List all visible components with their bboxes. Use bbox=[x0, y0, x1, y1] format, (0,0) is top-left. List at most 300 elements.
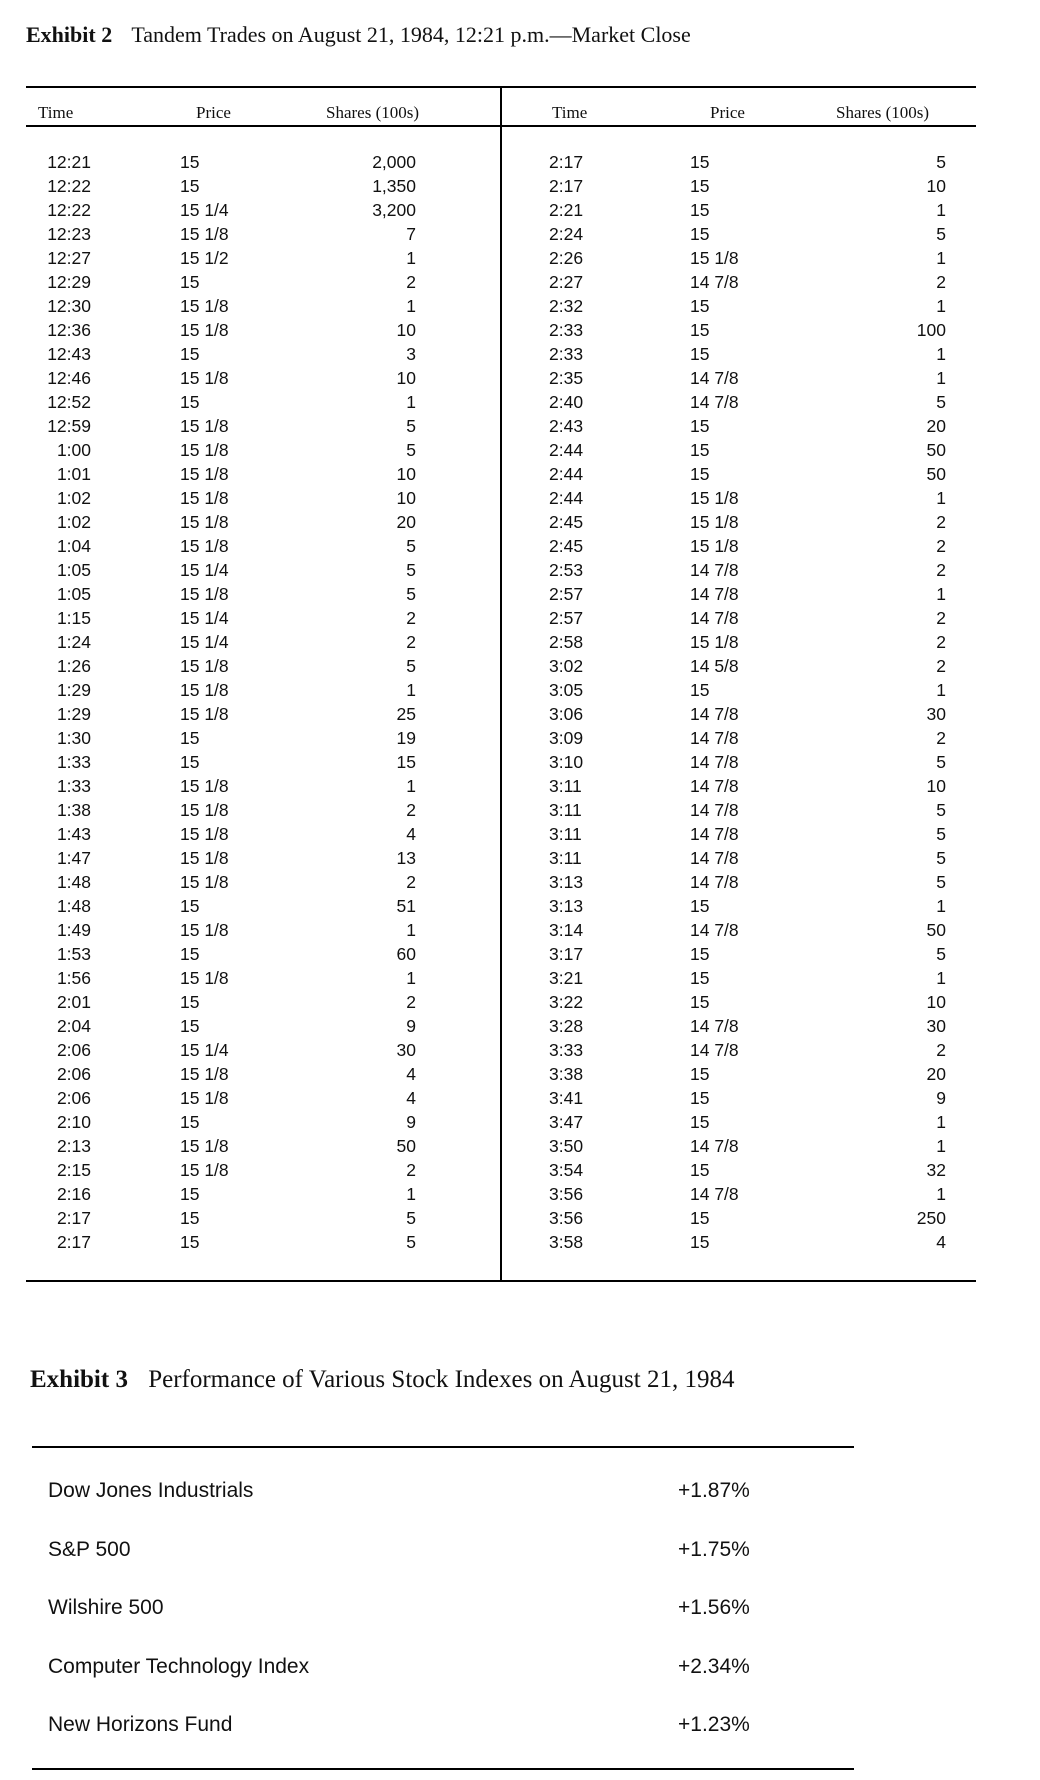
right-trade-shares: 1 bbox=[936, 296, 946, 316]
index-performance-table bbox=[32, 1446, 854, 1770]
left-trade-time: 12:43 bbox=[47, 344, 91, 364]
index-name: S&P 500 bbox=[48, 1538, 131, 1561]
right-trade-time: 2:17 bbox=[549, 152, 584, 172]
right-trade-shares: 20 bbox=[926, 416, 946, 436]
right-trade-price: 14 7/8 bbox=[690, 752, 739, 772]
left-trade-time: 1:29 bbox=[56, 704, 91, 724]
right-trade-time: 2:45 bbox=[549, 512, 584, 532]
left-trade-shares: 10 bbox=[396, 488, 416, 508]
exhibit3-title: Performance of Various Stock Indexes on August 21, 1984 bbox=[148, 1366, 735, 1393]
left-trade-time: 1:05 bbox=[56, 560, 91, 580]
right-trade-shares: 100 bbox=[916, 320, 946, 340]
left-trade-shares: 5 bbox=[406, 560, 416, 580]
right-trade-time: 3:47 bbox=[549, 1112, 584, 1132]
header-price-left: Price bbox=[196, 103, 231, 122]
right-trade-shares: 2 bbox=[936, 728, 946, 748]
right-trade-price: 14 7/8 bbox=[690, 272, 739, 292]
left-trade-shares: 1 bbox=[406, 968, 416, 988]
right-trade-time: 3:56 bbox=[549, 1208, 584, 1228]
left-trade-price: 15 1/2 bbox=[180, 248, 229, 268]
right-trade-price: 15 1/8 bbox=[690, 536, 739, 556]
left-trade-shares: 2 bbox=[406, 1160, 416, 1180]
left-trade-price: 15 1/8 bbox=[180, 968, 229, 988]
right-trade-shares: 2 bbox=[936, 272, 946, 292]
left-trade-shares: 60 bbox=[396, 944, 416, 964]
right-trade-price: 14 7/8 bbox=[690, 824, 739, 844]
left-trade-shares: 2 bbox=[406, 608, 416, 628]
left-trade-shares: 4 bbox=[406, 1064, 416, 1084]
right-trade-shares: 32 bbox=[926, 1160, 946, 1180]
right-trade-shares: 2 bbox=[936, 560, 946, 580]
right-trade-shares: 5 bbox=[936, 848, 946, 868]
left-trade-time: 1:05 bbox=[56, 584, 91, 604]
left-trade-price: 15 1/8 bbox=[180, 512, 229, 532]
left-trade-shares: 25 bbox=[396, 704, 416, 724]
right-trade-shares: 1 bbox=[936, 968, 946, 988]
right-trade-price: 15 bbox=[690, 176, 710, 196]
right-trade-price: 14 7/8 bbox=[690, 368, 739, 388]
left-trade-shares: 2 bbox=[406, 800, 416, 820]
right-trade-price: 15 bbox=[690, 944, 710, 964]
right-trade-time: 2:33 bbox=[549, 320, 584, 340]
right-trade-price: 14 7/8 bbox=[690, 728, 739, 748]
right-trade-shares: 2 bbox=[936, 656, 946, 676]
left-trade-time: 12:22 bbox=[47, 176, 91, 196]
left-shares-column bbox=[316, 150, 416, 1254]
right-trade-shares: 1 bbox=[936, 344, 946, 364]
left-trade-time: 2:16 bbox=[56, 1184, 91, 1204]
perf-row bbox=[32, 1593, 854, 1623]
perf-bottom-rule bbox=[32, 1768, 854, 1770]
right-trade-price: 15 bbox=[690, 992, 710, 1012]
right-trade-shares: 30 bbox=[926, 704, 946, 724]
left-trade-time: 1:04 bbox=[56, 536, 91, 556]
left-trade-price: 15 bbox=[180, 344, 200, 364]
left-trade-price: 15 1/8 bbox=[180, 536, 229, 556]
left-trade-shares: 5 bbox=[406, 536, 416, 556]
left-trade-shares: 30 bbox=[396, 1040, 416, 1060]
left-trade-shares: 2 bbox=[406, 632, 416, 652]
left-trade-price: 15 bbox=[180, 896, 200, 916]
left-trade-price: 15 1/8 bbox=[180, 848, 229, 868]
exhibit3-label: Exhibit 3 bbox=[30, 1366, 128, 1393]
left-trade-price: 15 1/8 bbox=[180, 776, 229, 796]
right-trade-price: 14 7/8 bbox=[690, 920, 739, 940]
right-trade-shares: 50 bbox=[926, 440, 946, 460]
right-trade-shares: 1 bbox=[936, 248, 946, 268]
right-trade-price: 14 7/8 bbox=[690, 848, 739, 868]
right-trade-time: 3:13 bbox=[549, 872, 584, 892]
left-trade-time: 2:06 bbox=[56, 1088, 91, 1108]
left-trade-time: 2:13 bbox=[56, 1136, 91, 1156]
left-trade-price: 15 1/4 bbox=[180, 200, 229, 220]
right-trade-price: 15 bbox=[690, 152, 710, 172]
right-trade-time: 3:41 bbox=[549, 1088, 584, 1108]
right-trade-time: 3:38 bbox=[549, 1064, 584, 1084]
exhibit2-label: Exhibit 2 bbox=[26, 22, 113, 47]
right-trade-price: 15 bbox=[690, 1088, 710, 1108]
left-trade-time: 12:23 bbox=[47, 224, 91, 244]
right-trade-time: 3:14 bbox=[549, 920, 584, 940]
right-trade-price: 15 bbox=[690, 1064, 710, 1084]
left-trade-shares: 9 bbox=[406, 1016, 416, 1036]
left-trade-shares: 19 bbox=[396, 728, 416, 748]
right-trade-time: 3:56 bbox=[549, 1184, 584, 1204]
right-time-column bbox=[549, 150, 614, 1254]
right-trade-shares: 10 bbox=[926, 776, 946, 796]
left-trade-time: 1:47 bbox=[56, 848, 91, 868]
left-trade-shares: 10 bbox=[396, 464, 416, 484]
right-trade-price: 15 bbox=[690, 224, 710, 244]
right-trade-time: 3:13 bbox=[549, 896, 584, 916]
left-trade-time: 12:22 bbox=[47, 200, 91, 220]
left-trade-price: 15 bbox=[180, 152, 200, 172]
right-trade-time: 2:44 bbox=[549, 488, 584, 508]
right-trade-shares: 4 bbox=[936, 1232, 946, 1252]
perf-top-rule bbox=[32, 1446, 854, 1448]
right-trade-time: 2:27 bbox=[549, 272, 584, 292]
left-trade-price: 15 1/8 bbox=[180, 704, 229, 724]
left-trade-shares: 4 bbox=[406, 824, 416, 844]
right-trade-shares: 1 bbox=[936, 1136, 946, 1156]
left-trade-time: 1:56 bbox=[56, 968, 91, 988]
left-trade-shares: 2,000 bbox=[372, 152, 416, 172]
right-trade-time: 2:58 bbox=[549, 632, 584, 652]
left-trade-shares: 20 bbox=[396, 512, 416, 532]
left-trade-time: 1:01 bbox=[56, 464, 91, 484]
left-trade-shares: 9 bbox=[406, 1112, 416, 1132]
left-trade-price: 15 1/4 bbox=[180, 1040, 229, 1060]
left-time-column bbox=[26, 150, 91, 1254]
left-trade-price: 15 bbox=[180, 392, 200, 412]
left-trade-price: 15 1/8 bbox=[180, 224, 229, 244]
right-trade-shares: 1 bbox=[936, 368, 946, 388]
header-time-right: Time bbox=[552, 103, 588, 122]
right-trade-shares: 5 bbox=[936, 872, 946, 892]
right-trade-price: 14 7/8 bbox=[690, 560, 739, 580]
right-trade-shares: 5 bbox=[936, 152, 946, 172]
left-trade-shares: 10 bbox=[396, 368, 416, 388]
left-trade-time: 1:33 bbox=[56, 752, 91, 772]
right-trade-time: 2:57 bbox=[549, 608, 584, 628]
index-change: +1.23% bbox=[678, 1713, 750, 1736]
right-trade-time: 3:33 bbox=[549, 1040, 584, 1060]
left-price-column bbox=[180, 150, 280, 1254]
left-trade-shares: 1 bbox=[406, 392, 416, 412]
left-trade-time: 2:01 bbox=[56, 992, 91, 1012]
right-trade-shares: 1 bbox=[936, 488, 946, 508]
left-trade-shares: 2 bbox=[406, 992, 416, 1012]
left-trade-price: 15 1/8 bbox=[180, 1064, 229, 1084]
left-trade-price: 15 1/8 bbox=[180, 416, 229, 436]
left-trade-price: 15 1/8 bbox=[180, 584, 229, 604]
left-trade-shares: 5 bbox=[406, 584, 416, 604]
left-trade-price: 15 1/8 bbox=[180, 440, 229, 460]
left-trade-shares: 1 bbox=[406, 1184, 416, 1204]
right-trade-price: 15 bbox=[690, 1232, 710, 1252]
right-trade-time: 2:40 bbox=[549, 392, 584, 412]
right-trade-price: 14 7/8 bbox=[690, 1016, 739, 1036]
right-trade-shares: 10 bbox=[926, 176, 946, 196]
right-trade-time: 3:02 bbox=[549, 656, 584, 676]
trades-table bbox=[26, 86, 976, 1282]
left-trade-time: 2:04 bbox=[56, 1016, 91, 1036]
perf-row bbox=[32, 1710, 854, 1740]
right-trade-shares: 2 bbox=[936, 1040, 946, 1060]
right-trade-price: 15 bbox=[690, 1112, 710, 1132]
left-trade-time: 12:21 bbox=[47, 152, 91, 172]
left-trade-shares: 1 bbox=[406, 248, 416, 268]
right-trade-price: 14 7/8 bbox=[690, 392, 739, 412]
left-trade-shares: 1 bbox=[406, 296, 416, 316]
left-trade-time: 1:30 bbox=[56, 728, 91, 748]
left-trade-price: 15 1/4 bbox=[180, 560, 229, 580]
left-trade-price: 15 bbox=[180, 1184, 200, 1204]
left-trade-shares: 1 bbox=[406, 776, 416, 796]
header-time-left: Time bbox=[38, 103, 74, 122]
right-trade-shares: 5 bbox=[936, 944, 946, 964]
exhibit3-heading bbox=[30, 1366, 734, 1394]
right-trade-price: 15 bbox=[690, 320, 710, 340]
right-trade-price: 14 7/8 bbox=[690, 776, 739, 796]
left-trade-price: 15 bbox=[180, 1232, 200, 1252]
right-trade-shares: 10 bbox=[926, 992, 946, 1012]
right-trade-price: 14 7/8 bbox=[690, 584, 739, 604]
right-trade-time: 3:54 bbox=[549, 1160, 584, 1180]
left-trade-price: 15 1/8 bbox=[180, 800, 229, 820]
right-trade-shares: 30 bbox=[926, 1016, 946, 1036]
right-trade-shares: 1 bbox=[936, 200, 946, 220]
right-trade-price: 14 5/8 bbox=[690, 656, 739, 676]
right-trade-shares: 2 bbox=[936, 512, 946, 532]
index-name: Computer Technology Index bbox=[48, 1655, 310, 1678]
left-trade-time: 2:17 bbox=[56, 1232, 91, 1252]
left-trade-price: 15 bbox=[180, 752, 200, 772]
left-trade-shares: 3,200 bbox=[372, 200, 416, 220]
left-trade-price: 15 1/8 bbox=[180, 824, 229, 844]
index-change: +2.34% bbox=[678, 1655, 750, 1678]
right-trade-shares: 5 bbox=[936, 800, 946, 820]
left-trade-shares: 15 bbox=[396, 752, 416, 772]
right-trade-shares: 2 bbox=[936, 632, 946, 652]
left-trade-time: 12:29 bbox=[47, 272, 91, 292]
left-trade-price: 15 1/8 bbox=[180, 368, 229, 388]
left-trade-shares: 5 bbox=[406, 656, 416, 676]
left-trade-time: 12:30 bbox=[47, 296, 91, 316]
right-trade-time: 2:45 bbox=[549, 536, 584, 556]
right-trade-price: 15 bbox=[690, 200, 710, 220]
index-change: +1.87% bbox=[678, 1479, 750, 1502]
right-trade-time: 2:26 bbox=[549, 248, 584, 268]
right-trade-price: 14 7/8 bbox=[690, 800, 739, 820]
right-trade-shares: 250 bbox=[916, 1208, 946, 1228]
left-trade-shares: 1,350 bbox=[372, 176, 416, 196]
right-trade-shares: 5 bbox=[936, 392, 946, 412]
right-trade-time: 3:11 bbox=[549, 824, 582, 844]
left-trade-shares: 5 bbox=[406, 440, 416, 460]
left-trade-price: 15 1/4 bbox=[180, 632, 229, 652]
index-change: +1.75% bbox=[678, 1538, 750, 1561]
left-trade-time: 1:43 bbox=[56, 824, 91, 844]
left-trade-time: 2:06 bbox=[56, 1040, 91, 1060]
left-trade-time: 1:53 bbox=[56, 944, 91, 964]
right-trade-shares: 1 bbox=[936, 1184, 946, 1204]
right-trade-shares: 20 bbox=[926, 1064, 946, 1084]
left-trade-time: 2:06 bbox=[56, 1064, 91, 1084]
left-trade-price: 15 1/8 bbox=[180, 464, 229, 484]
perf-row bbox=[32, 1652, 854, 1682]
right-trade-time: 2:32 bbox=[549, 296, 584, 316]
right-trade-time: 3:50 bbox=[549, 1136, 584, 1156]
perf-row bbox=[32, 1476, 854, 1506]
right-trade-time: 2:43 bbox=[549, 416, 584, 436]
left-trade-price: 15 1/8 bbox=[180, 920, 229, 940]
left-trade-time: 2:17 bbox=[56, 1208, 91, 1228]
left-trade-shares: 51 bbox=[396, 896, 416, 916]
left-trade-shares: 7 bbox=[406, 224, 416, 244]
right-trade-time: 3:17 bbox=[549, 944, 584, 964]
left-trade-shares: 1 bbox=[406, 680, 416, 700]
left-trade-price: 15 1/4 bbox=[180, 608, 229, 628]
left-trade-price: 15 1/8 bbox=[180, 656, 229, 676]
left-trade-price: 15 bbox=[180, 992, 200, 1012]
left-trade-price: 15 bbox=[180, 944, 200, 964]
right-trade-price: 15 bbox=[690, 440, 710, 460]
right-trade-shares: 1 bbox=[936, 896, 946, 916]
left-trade-shares: 3 bbox=[406, 344, 416, 364]
header-price-right: Price bbox=[710, 103, 745, 122]
left-trade-time: 1:02 bbox=[56, 488, 91, 508]
right-trade-time: 3:22 bbox=[549, 992, 584, 1012]
index-name: Dow Jones Industrials bbox=[48, 1479, 254, 1502]
right-trade-time: 3:11 bbox=[549, 848, 582, 868]
left-trade-price: 15 1/8 bbox=[180, 872, 229, 892]
right-trade-time: 3:58 bbox=[549, 1232, 584, 1252]
left-trade-time: 12:27 bbox=[47, 248, 91, 268]
left-trade-shares: 2 bbox=[406, 272, 416, 292]
right-trade-time: 2:17 bbox=[549, 176, 584, 196]
right-trade-price: 15 bbox=[690, 416, 710, 436]
left-trade-shares: 2 bbox=[406, 872, 416, 892]
right-trade-price: 15 bbox=[690, 896, 710, 916]
right-trade-price: 14 7/8 bbox=[690, 1184, 739, 1204]
right-trade-price: 15 bbox=[690, 1208, 710, 1228]
right-trade-price: 14 7/8 bbox=[690, 1136, 739, 1156]
right-trade-shares: 1 bbox=[936, 1112, 946, 1132]
left-trade-time: 1:02 bbox=[56, 512, 91, 532]
right-trade-price: 15 bbox=[690, 680, 710, 700]
right-trade-price: 15 1/8 bbox=[690, 632, 739, 652]
right-price-column bbox=[690, 150, 790, 1254]
exhibit2-title: Tandem Trades on August 21, 1984, 12:21 p.m.—Market Close bbox=[131, 22, 691, 47]
left-trade-price: 15 bbox=[180, 1016, 200, 1036]
left-trade-price: 15 bbox=[180, 1112, 200, 1132]
index-name: Wilshire 500 bbox=[48, 1596, 164, 1619]
left-trade-price: 15 bbox=[180, 272, 200, 292]
right-trade-price: 15 1/8 bbox=[690, 488, 739, 508]
header-shares-left: Shares (100s) bbox=[326, 103, 420, 122]
table-divider bbox=[500, 86, 502, 1282]
right-shares-column bbox=[846, 150, 946, 1254]
right-trade-time: 2:35 bbox=[549, 368, 584, 388]
right-trade-price: 15 bbox=[690, 968, 710, 988]
left-trade-time: 1:26 bbox=[56, 656, 91, 676]
left-trade-time: 1:49 bbox=[56, 920, 91, 940]
left-trade-time: 1:29 bbox=[56, 680, 91, 700]
left-trade-price: 15 1/8 bbox=[180, 680, 229, 700]
left-trade-shares: 1 bbox=[406, 920, 416, 940]
left-trade-shares: 5 bbox=[406, 416, 416, 436]
right-trade-time: 2:33 bbox=[549, 344, 584, 364]
left-trade-time: 1:00 bbox=[56, 440, 91, 460]
right-trade-time: 3:05 bbox=[549, 680, 584, 700]
right-trade-time: 3:10 bbox=[549, 752, 584, 772]
left-trade-price: 15 1/8 bbox=[180, 1136, 229, 1156]
left-trade-time: 2:10 bbox=[56, 1112, 91, 1132]
right-trade-time: 2:24 bbox=[549, 224, 584, 244]
right-trade-price: 15 1/8 bbox=[690, 248, 739, 268]
left-trade-price: 15 1/8 bbox=[180, 296, 229, 316]
left-trade-shares: 13 bbox=[396, 848, 416, 868]
left-trade-price: 15 1/8 bbox=[180, 1088, 229, 1108]
left-trade-time: 1:48 bbox=[56, 896, 91, 916]
left-trade-price: 15 1/8 bbox=[180, 320, 229, 340]
index-name: New Horizons Fund bbox=[48, 1713, 233, 1736]
right-trade-time: 3:06 bbox=[549, 704, 584, 724]
left-trade-time: 12:52 bbox=[47, 392, 91, 412]
left-trade-shares: 5 bbox=[406, 1232, 416, 1252]
left-trade-price: 15 bbox=[180, 176, 200, 196]
left-trade-price: 15 bbox=[180, 728, 200, 748]
perf-row bbox=[32, 1535, 854, 1565]
right-trade-price: 14 7/8 bbox=[690, 872, 739, 892]
right-trade-time: 2:57 bbox=[549, 584, 584, 604]
right-trade-price: 14 7/8 bbox=[690, 608, 739, 628]
header-shares-right: Shares (100s) bbox=[836, 103, 930, 122]
right-trade-shares: 1 bbox=[936, 584, 946, 604]
left-trade-time: 1:48 bbox=[56, 872, 91, 892]
left-trade-price: 15 1/8 bbox=[180, 488, 229, 508]
right-trade-price: 15 bbox=[690, 296, 710, 316]
right-trade-time: 3:11 bbox=[549, 776, 582, 796]
right-trade-time: 3:11 bbox=[549, 800, 582, 820]
left-trade-time: 12:59 bbox=[47, 416, 91, 436]
left-trade-shares: 10 bbox=[396, 320, 416, 340]
right-trade-time: 2:21 bbox=[549, 200, 584, 220]
left-trade-shares: 50 bbox=[396, 1136, 416, 1156]
left-trade-price: 15 bbox=[180, 1208, 200, 1228]
left-trade-time: 1:33 bbox=[56, 776, 91, 796]
right-trade-time: 2:53 bbox=[549, 560, 584, 580]
right-trade-shares: 5 bbox=[936, 824, 946, 844]
left-trade-shares: 5 bbox=[406, 1208, 416, 1228]
index-change: +1.56% bbox=[678, 1596, 750, 1619]
left-trade-price: 15 1/8 bbox=[180, 1160, 229, 1180]
right-trade-time: 2:44 bbox=[549, 464, 584, 484]
left-trade-time: 12:46 bbox=[47, 368, 91, 388]
exhibit2-heading bbox=[26, 22, 691, 48]
right-trade-time: 3:09 bbox=[549, 728, 584, 748]
left-trade-time: 1:24 bbox=[56, 632, 91, 652]
right-trade-price: 14 7/8 bbox=[690, 704, 739, 724]
right-trade-time: 3:21 bbox=[549, 968, 584, 988]
right-trade-price: 15 bbox=[690, 464, 710, 484]
right-trade-shares: 1 bbox=[936, 680, 946, 700]
right-trade-price: 15 bbox=[690, 344, 710, 364]
right-trade-time: 3:28 bbox=[549, 1016, 584, 1036]
left-trade-time: 12:36 bbox=[47, 320, 91, 340]
right-trade-shares: 5 bbox=[936, 224, 946, 244]
